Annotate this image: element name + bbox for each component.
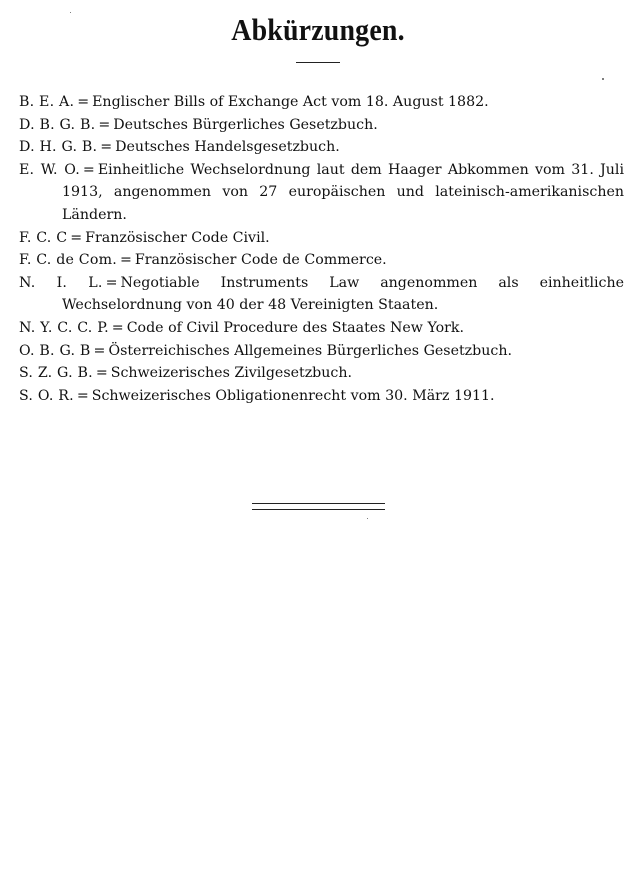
equals-sign: = [100,139,113,156]
abbreviation-term: B. E. A. [19,94,75,110]
abbreviation-definition: Schweizerisches Zivilgesetzbuch. [110,365,352,382]
equals-sign: = [111,319,124,336]
equals-sign: = [119,252,132,269]
abbreviation-entry [19,249,624,272]
abbreviation-list [19,91,624,407]
equals-sign: = [76,387,89,404]
abbreviation-term: S. Z. G. B. [19,365,93,382]
abbreviation-entry [19,272,624,317]
abbreviation-definition: Deutsches Handelsgesetzbuch. [115,139,340,156]
equals-sign: = [105,274,118,291]
abbreviation-term: F. C. de Com. [19,252,117,269]
abbreviation-definition: Negotiable Instruments Law angenommen als einheitliche Wechselordnung von 40 der 48 Vereinigten Staaten. [62,274,624,314]
abbreviation-term: N. I. L. [19,274,103,291]
equals-sign: = [82,161,95,178]
abbreviation-entry [19,385,624,408]
abbreviation-entry [19,340,624,363]
abbreviation-entry [19,91,624,114]
abbreviation-definition: Französischer Code de Commerce. [134,252,387,269]
equals-sign: = [95,365,108,382]
abbreviation-entry [19,227,624,250]
abbreviation-definition: Code of Civil Procedure des Staates New York. [126,319,465,336]
abbreviation-definition: Österreichisches Allgemeines Bürgerliches Gesetzbuch. [108,342,512,359]
abbreviation-definition: Einheitliche Wechselordnung laut dem Haager Abkommen vom 31. Juli 1913, angenommen von 27 europäischen und lateinisch-amerikanischen Ländern. [62,161,624,223]
abbreviation-term: D. H. G. B. [19,139,98,156]
abbreviation-definition: Deutsches Bürgerliches Gesetzbuch. [113,116,378,133]
abbreviation-entry [19,362,624,385]
abbreviation-definition: Englischer Bills of Exchange Act vom 18. August 1882. [92,94,489,110]
page-title: Abkürzungen. [231,12,405,47]
abbreviation-term: E. W. O. [19,161,80,178]
print-speck [602,78,604,80]
title-underline [296,62,340,63]
equals-sign: = [77,94,90,110]
abbreviation-term: N. Y. C. C. P. [19,319,109,336]
abbreviation-entry [19,114,624,137]
abbreviation-term: D. B. G. B. [19,116,96,133]
abbreviation-entry [19,317,624,340]
end-double-rule [252,503,385,510]
abbreviation-term: O. B. G. B [19,342,91,359]
abbreviation-term: S. O. R. [19,387,74,404]
abbreviation-entry [19,159,624,227]
abbreviation-definition: Französischer Code Civil. [85,229,270,246]
abbreviation-term: F. C. C [19,229,68,246]
print-speck [70,12,71,13]
print-speck [367,518,368,519]
equals-sign: = [98,116,111,133]
abbreviation-definition: Schweizerisches Obligationenrecht vom 30. März 1911. [91,387,495,404]
abbreviation-entry [19,136,624,159]
equals-sign: = [93,342,106,359]
equals-sign: = [70,229,83,246]
